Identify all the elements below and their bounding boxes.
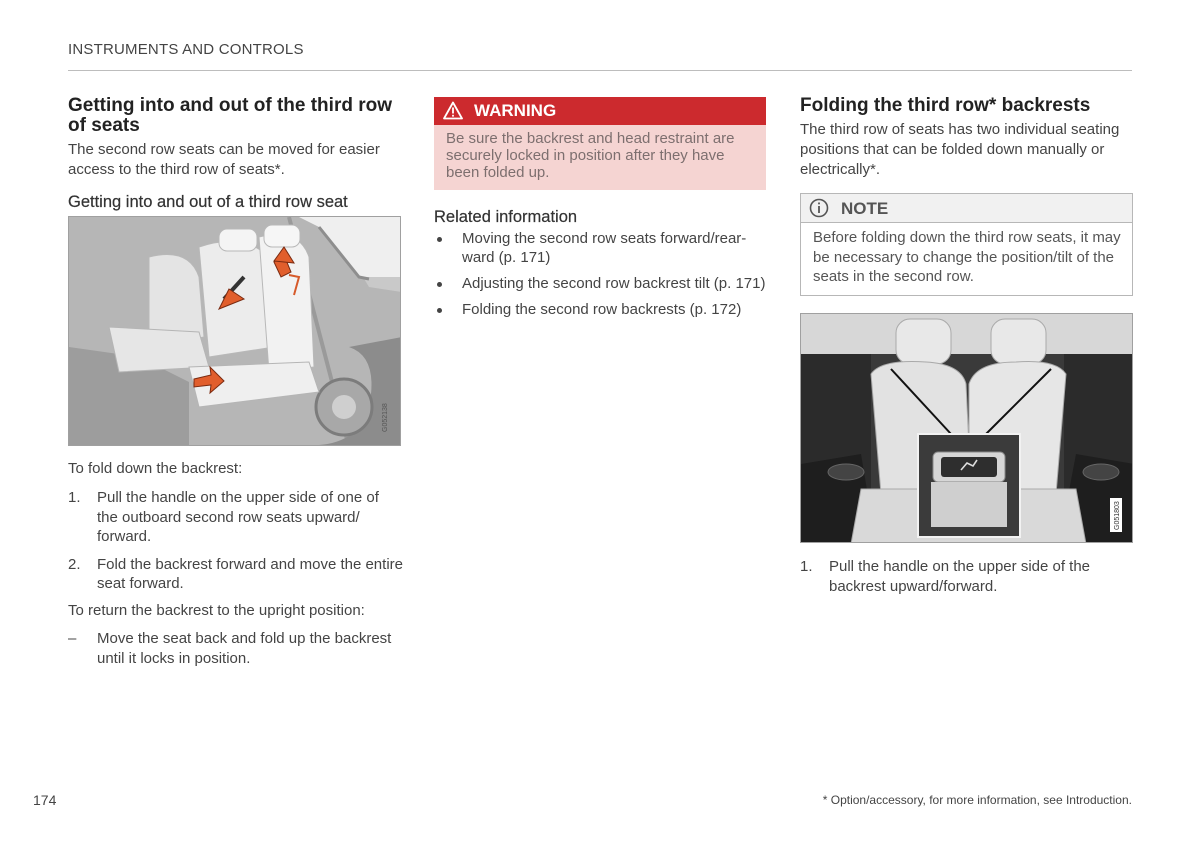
fold-steps-list <box>68 488 403 602</box>
list-item: 2. Fold the backrest forward and move the entire seat forward. <box>68 555 403 592</box>
footnote: * Option/accessory, for more information, see Introduction. <box>822 793 1132 807</box>
page-number: 174 <box>33 792 57 808</box>
bullet-icon <box>437 237 442 242</box>
image-code-label: G052138 <box>382 403 389 432</box>
warning-header <box>434 97 766 125</box>
warning-triangle-icon <box>443 101 463 120</box>
subheading-third-row-seat: Getting into and out of a third row seat <box>68 193 348 211</box>
third-row-seats-photo <box>800 313 1133 543</box>
folding-intro-paragraph: The third row of seats has two individual seating positions that can be folded down manually or electrically*. <box>800 121 1120 178</box>
warning-text: Be sure the backrest and head restraint are securely locked in position after they have been folded up. <box>446 130 735 181</box>
note-header <box>801 194 1132 223</box>
intro-paragraph: The second row seats can be moved for easier access to the third row of seats*. <box>68 141 380 178</box>
note-title: NOTE <box>841 199 889 218</box>
return-intro: To return the backrest to the upright position: <box>68 602 365 619</box>
section-header: INSTRUMENTS AND CONTROLS <box>68 41 304 58</box>
bullet-icon <box>437 308 442 313</box>
info-circle-icon <box>809 198 829 218</box>
related-link[interactable]: Adjusting the second row backrest tilt (p. 171) <box>434 274 766 293</box>
second-row-seat-illustration <box>68 216 401 446</box>
section-heading-folding-third-row: Folding the third row* backrests <box>800 95 1091 116</box>
list-item: 1. Pull the handle on the upper side of the backrest upward/forward. <box>800 558 1091 595</box>
car-interior-seat-figure <box>69 217 401 446</box>
related-link[interactable]: Folding the second row backrests (p. 172) <box>434 300 766 319</box>
image-code-label: G051803 <box>1114 501 1121 530</box>
list-item: – Move the seat back and fold up the backrest until it locks in position. <box>68 630 392 667</box>
list-item: 1. Pull the handle on the upper side of one of the outboard second row seats upward/ forward. <box>68 489 379 545</box>
note-box <box>800 193 1133 296</box>
return-steps-list <box>68 629 403 676</box>
fold-intro: To fold down the backrest: <box>68 460 243 477</box>
related-information-heading: Related information <box>434 208 578 226</box>
warning-title: WARNING <box>474 101 557 120</box>
bullet-icon <box>437 282 442 287</box>
third-row-seats-figure <box>801 314 1133 543</box>
header-divider <box>68 70 1132 71</box>
related-links-list <box>434 229 766 326</box>
note-text: Before folding down the third row seats, it may be necessary to change the position/tilt of the seats in the second row. <box>813 229 1121 285</box>
third-row-steps-list <box>800 557 1133 604</box>
section-heading-third-row-access: Getting into and out of the third row of seats <box>68 95 393 136</box>
related-link[interactable]: Moving the second row seats forward/rear- ward (p. 171) <box>434 229 766 267</box>
warning-box <box>434 97 766 190</box>
